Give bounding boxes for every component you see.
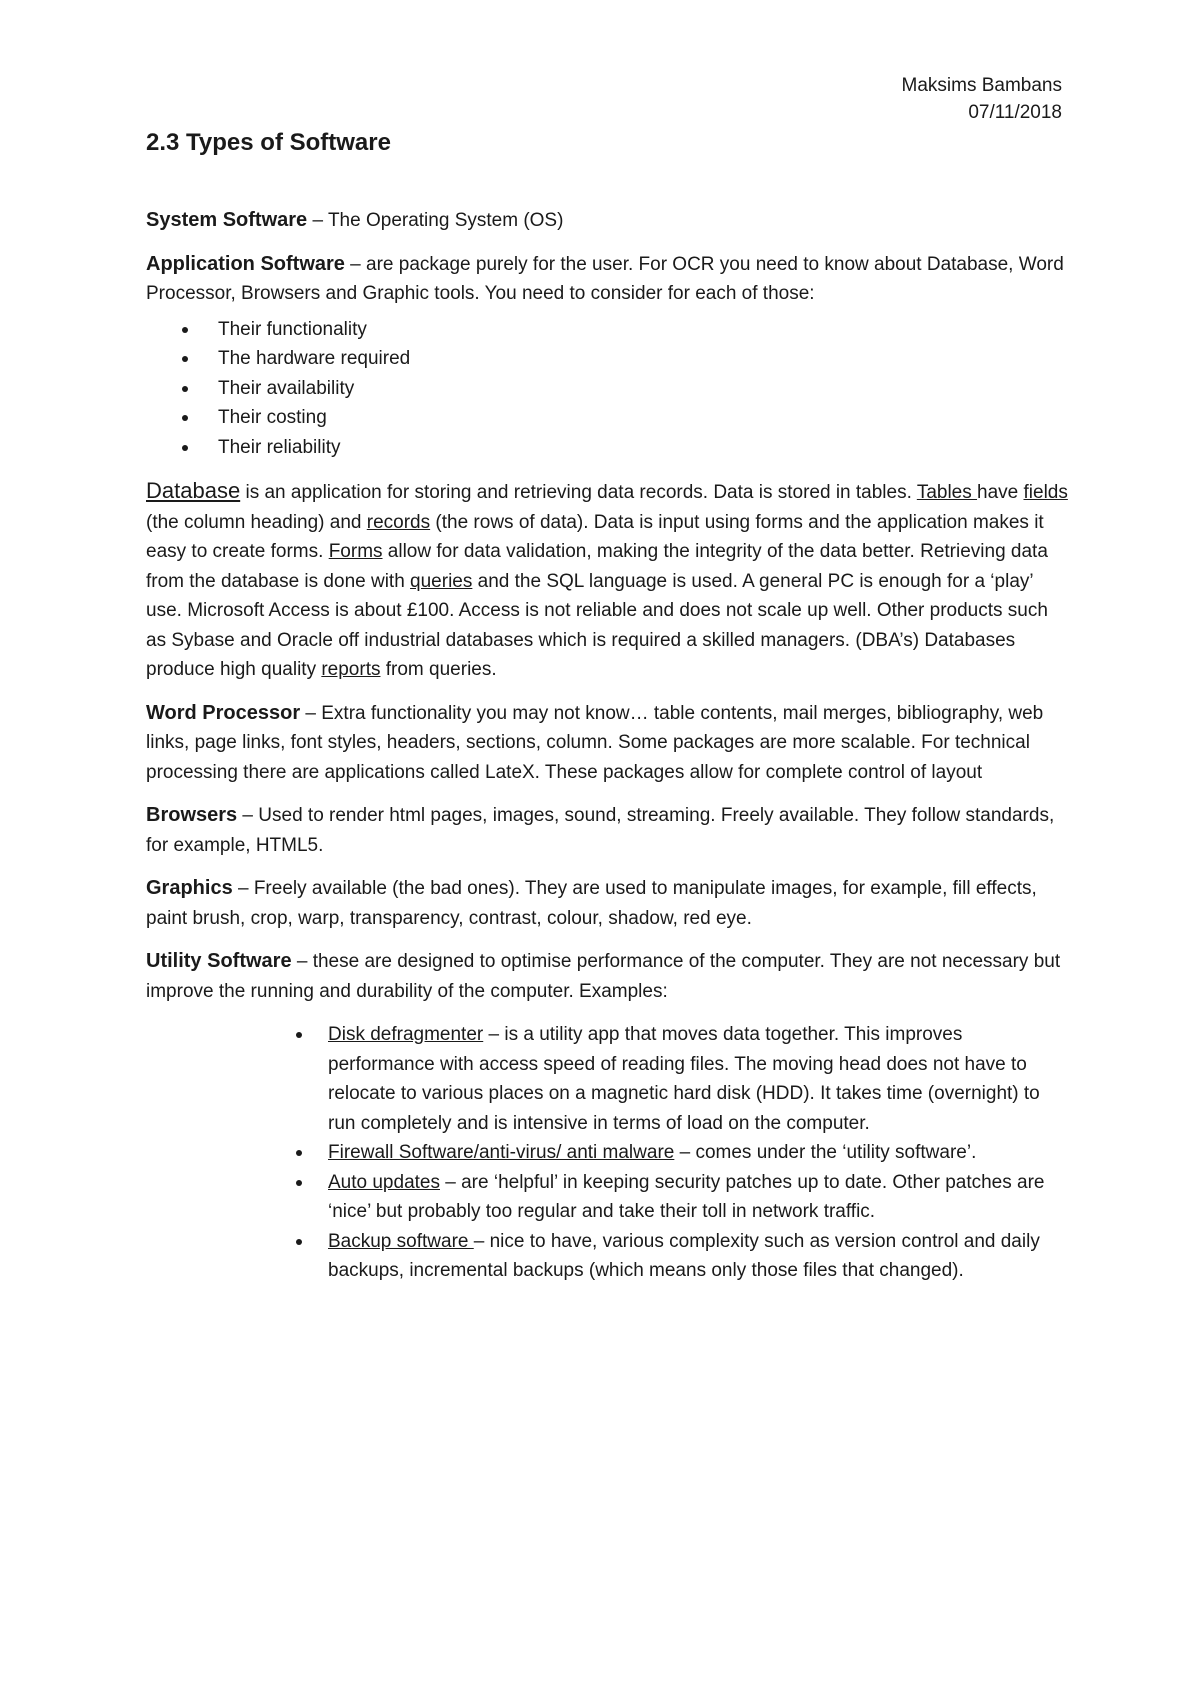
term-tables: Tables	[916, 482, 978, 503]
utility-software-paragraph	[146, 947, 1070, 1006]
browsers-paragraph	[146, 801, 1070, 860]
document-header	[902, 72, 1063, 126]
list-item	[328, 1020, 1070, 1138]
item-text: – comes under the ‘utility software’.	[674, 1142, 977, 1163]
system-software-text: – The Operating System (OS)	[307, 210, 564, 231]
term-auto-updates: Auto updates	[328, 1171, 440, 1193]
database-text: from queries.	[380, 659, 497, 680]
database-text: allow for data validation, making the integrity of the data better. Retrieving data from the database is done with	[146, 541, 1048, 592]
list-item: Their functionality	[218, 315, 1070, 345]
author-name: Maksims Bambans	[901, 75, 1062, 96]
term-records: records	[366, 511, 431, 533]
term-firewall: Firewall Software/anti-virus/ anti malware	[328, 1142, 675, 1163]
item-text: – are ‘helpful’ in keeping security patches up to date. Other patches are ‘nice’ but probably too regular and take their toll in network traffic.	[328, 1171, 1045, 1222]
application-software-text: – are package purely for the user. For OCR you need to know about Database, Word Processor, Browsers and Graphic tools. You need to consider for each of those:	[146, 253, 1064, 304]
document-date: 07/11/2018	[968, 102, 1062, 123]
browsers-heading: Browsers	[146, 804, 238, 826]
list-item: Their reliability	[218, 433, 1070, 463]
document-body	[146, 206, 1070, 1300]
database-text: and the SQL language is used. A general PC is enough for a ‘play’ use. Microsoft Access is about £100. Access is not reliable and does not scale up well. Other products such as Sybase and Oracle off industrial databases which is required a skilled managers. (DBA’s) Databases produce high quality	[146, 570, 1048, 680]
page-title: 2.3 Types of Software	[146, 129, 391, 156]
graphics-heading: Graphics	[146, 877, 233, 899]
list-item: Their availability	[218, 374, 1070, 404]
system-software-heading: System Software	[146, 209, 308, 231]
term-queries: queries	[410, 570, 473, 592]
browsers-text: – Used to render html pages, images, sound, streaming. Freely available. They follow standards, for example, HTML5.	[146, 805, 1055, 856]
utility-software-text: – these are designed to optimise performance of the computer. They are not necessary but improve the running and durability of the computer. Examples:	[146, 951, 1061, 1002]
database-text: (the rows of data). Data is input using forms and the application makes it easy to create forms.	[146, 511, 1044, 562]
application-software-paragraph	[146, 250, 1070, 309]
term-fields: fields	[1023, 482, 1068, 503]
item-text: – is a utility app that moves data together. This improves performance with access speed of reading files. The moving head does not have to relocate to various places on a magnetic hard disk (HDD). It takes time (overnight) to run completely and is intensive in terms of load on the computer.	[328, 1024, 1040, 1134]
application-software-heading: Application Software	[146, 252, 345, 275]
term-backup-software: Backup software	[328, 1230, 474, 1252]
item-text: – nice to have, various complexity such as version control and daily backups, incremental backups (which means only those files that changed).	[328, 1230, 1040, 1281]
graphics-paragraph	[146, 874, 1070, 933]
list-item: The hardware required	[218, 344, 1070, 374]
word-processor-heading: Word Processor	[146, 701, 301, 724]
list-item	[328, 1138, 1070, 1168]
term-reports: reports	[321, 659, 381, 680]
list-item	[328, 1227, 1070, 1286]
database-paragraph	[146, 476, 1070, 685]
list-item: Their costing	[218, 403, 1070, 433]
utility-examples-list	[328, 1020, 1070, 1286]
term-disk-defragmenter: Disk defragmenter	[328, 1024, 484, 1045]
considerations-list	[218, 315, 1070, 463]
utility-software-heading: Utility Software	[146, 950, 292, 972]
database-heading: Database	[146, 478, 241, 503]
word-processor-text: – Extra functionality you may not know… table contents, mail merges, bibliography, web links, page links, font styles, headers, sections, column. Some packages are more scalable. For technical processing there are applications called LateX. These packages allow for complete control of layout	[146, 702, 1044, 783]
list-item	[328, 1168, 1070, 1227]
database-text: is an application for storing and retrieving data records. Data is stored in tables.	[240, 482, 917, 503]
graphics-text: – Freely available (the bad ones). They are used to manipulate images, for example, fill effects, paint brush, crop, warp, transparency, contrast, colour, shadow, red eye.	[146, 878, 1037, 929]
database-text: (the column heading) and	[146, 511, 367, 533]
word-processor-paragraph	[146, 699, 1070, 788]
term-forms: Forms	[328, 541, 383, 562]
database-text: have	[977, 482, 1024, 503]
system-software-paragraph	[146, 206, 1070, 236]
